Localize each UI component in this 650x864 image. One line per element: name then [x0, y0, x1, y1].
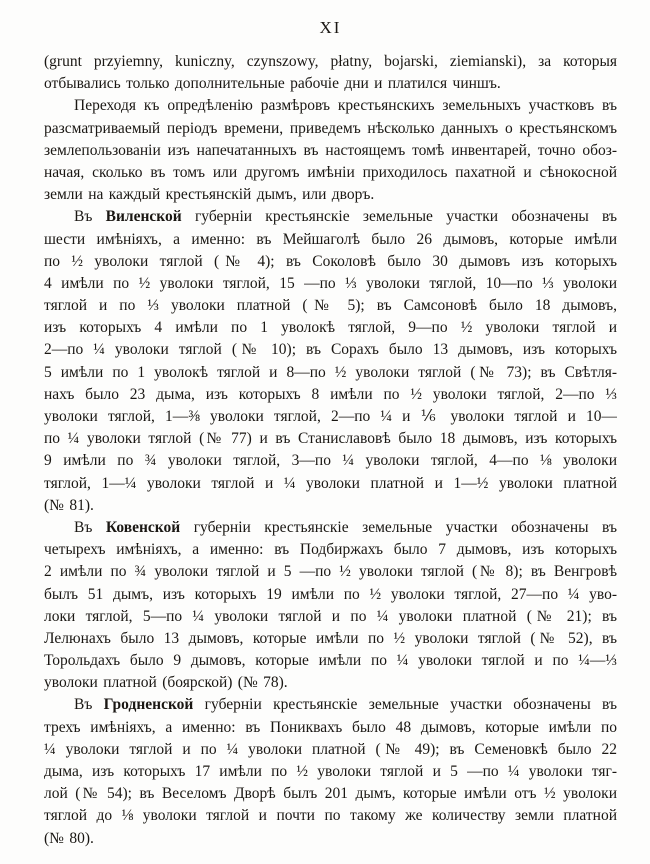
text-line: уволоки тяглой, 1—⅜ уволоки тяглой, 2—по ¼ и ⅙ уволоки тяглой и 10—: [44, 408, 617, 425]
text-line: разсматриваемый періодъ времени, приведемъ нѣсколько данныхъ о крестьянскомъ: [44, 119, 617, 137]
text-line: [44, 517, 617, 539]
governorate-name-bold: Гродненской: [103, 696, 194, 714]
text-line: (grunt przyiemny, kuniczny, czynszowy, płatny, bojarski, ziemianski), за которыя: [44, 53, 617, 70]
governorate-name-bold: Виленской: [105, 208, 182, 226]
text-line: начая, сколько въ томъ или другомъ имѣніи приходилось пахатной и сѣнокосной: [44, 163, 617, 181]
governorate-name-bold: Ковенской: [105, 518, 181, 536]
text-line: землепользованіи изъ напечатанныхъ въ настоящемъ томѣ инвентарей, точно обоз-: [44, 141, 617, 159]
text-segment: губерніи крестьянскіе земельные участки обозначены въ: [181, 208, 617, 226]
text-line: былъ 51 дымъ, изъ которыхъ 19 имѣли по ½ уволоки тяглой, 27—по ¼ уво-: [44, 585, 617, 603]
text-line: земли на каждый крестьянскій дымъ, или дворъ.: [44, 186, 375, 204]
text-line: (№ 81).: [44, 496, 94, 514]
text-line: по ½ уволоки тяглой (№ 4); въ Соколовѣ было 30 дымовъ изъ которыхъ: [44, 252, 617, 270]
text-line: 9 имѣли по ¾ уволоки тяглой, 3—по ¼ уволоки тяглой, 4—по ⅛ уволоки: [44, 452, 617, 470]
text-segment: губерніи крестьянскіе земельные участки обозначены въ: [193, 696, 617, 714]
text-line: ¼ уволоки тяглой и по ¼ уволоки платной (№ 49); въ Семеновкѣ было 22: [44, 740, 617, 758]
text-line: изъ которыхъ 4 имѣли по 1 уволокѣ тяглой, 9—по ½ уволоки тяглой и: [44, 319, 617, 337]
text-line: 2—по ¼ уволоки тяглой (№ 10); въ Сорахъ было 13 дымовъ, изъ которыхъ: [44, 341, 617, 359]
text-line: дыма, изъ которыхъ 17 имѣли по ½ уволоки тяглой и 5 —по ¼ уволоки тяг-: [44, 763, 617, 780]
text-line: 2 имѣли по ¾ уволоки тяглой и 5 —по ½ уволоки тяглой (№ 8); въ Венгровѣ: [44, 563, 617, 581]
text-line: по ¼ уволоки тяглой (№ 77) и въ Станиславовѣ было 18 дымовъ, изъ которыхъ: [44, 430, 617, 448]
text-line: тяглой, 1—¼ уволоки тяглой и ¼ уволоки платной и 1—½ уволоки платной: [44, 474, 617, 492]
paragraph-polish-terms: [44, 51, 617, 95]
text-segment: Въ: [74, 696, 104, 714]
text-line: Лелюнахъ было 13 дымовъ, которые имѣли по ½ уволоки тяглой (№ 52), въ: [44, 629, 617, 647]
text-line: отбывались только дополнительные рабочіе дни и платился чиншъ.: [44, 75, 501, 93]
text-line: [44, 694, 617, 716]
text-segment: губерніи крестьянскіе земельные участки обозначены въ: [180, 518, 617, 536]
text-line: локи тяглой, 5—по ¼ уволоки тяглой и по ¼ уволоки платной (№ 21); въ: [44, 607, 617, 625]
text-line: трехъ имѣніяхъ, а именно: въ Пониквахъ было 48 дымовъ, которые имѣли по: [44, 718, 617, 736]
text-line: Торольдахъ было 9 дымовъ, которые имѣли по ¼ уволоки тяглой и по ¼—⅓: [44, 652, 617, 670]
text-line: тяглой и по ⅓ уволоки платной (№ 5); въ Самсоновѣ было 18 дымовъ,: [44, 297, 617, 315]
text-line: четырехъ имѣніяхъ, а именно: въ Подбиржахъ было 7 дымовъ, изъ которыхъ: [44, 541, 617, 559]
text-line: [44, 206, 617, 228]
text-line: (№ 80).: [44, 829, 94, 847]
text-segment: Въ: [74, 208, 106, 226]
paragraph-kovno-governorate: [44, 517, 617, 695]
paragraph-overview: [44, 95, 617, 206]
paragraph-vilna-governorate: [44, 206, 617, 517]
text-line: уволоки платной (боярской) (№ 78).: [44, 674, 288, 692]
text-line: тяглой до ⅛ уволоки тяглой и почти по такому же количеству земли платной: [44, 807, 617, 825]
paragraph-grodno-governorate: [44, 694, 617, 849]
text-line: 4 имѣли по ½ уволоки тяглой, 15 —по ⅓ уволоки тяглой, 10—по ⅓ уволоки: [44, 274, 617, 292]
text-line: Переходя къ опредѣленію размѣровъ крестьянскихъ земельныхъ участковъ въ: [74, 97, 617, 115]
text-line: 5 имѣли по 1 уволокѣ тяглой и 8—по ½ уволоки тяглой (№ 73); въ Свѣтля-: [44, 363, 617, 381]
text-line: шести имѣніяхъ, а именно: въ Мейшаголѣ было 26 дымовъ, которые имѣли: [44, 230, 617, 248]
text-line: лой (№ 54); въ Веселомъ Дворѣ былъ 201 дымъ, которые имѣли отъ ½ уволоки: [44, 785, 617, 803]
text-segment: Въ: [74, 518, 106, 536]
text-line: нахъ было 23 дыма, изъ которыхъ 8 имѣли по ½ уволоки тяглой, 2—по ⅓: [44, 385, 617, 403]
page-number: XI: [319, 18, 342, 37]
